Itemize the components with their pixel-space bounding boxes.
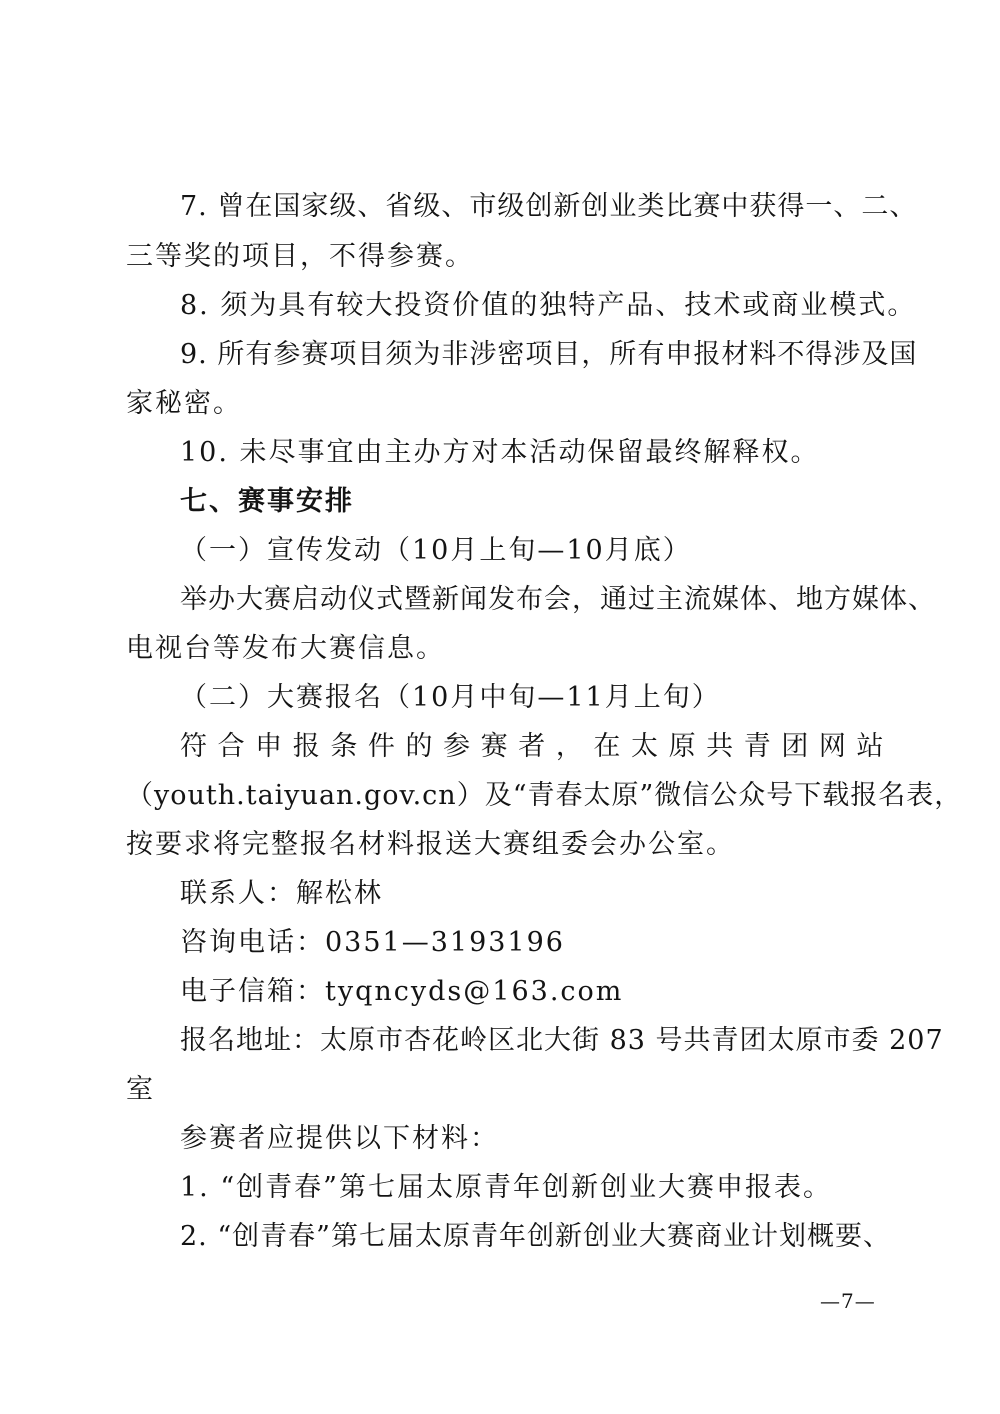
materials-item-1: 1. “创青春”第七届太原青年创新创业大赛申报表。 — [180, 1172, 832, 1203]
registration-text-line3: 按要求将完整报名材料报送大赛组委会办公室。 — [126, 829, 735, 860]
rule-7-line2: 三等奖的项目，不得参赛。 — [126, 241, 474, 272]
rule-9-line2: 家秘密。 — [126, 388, 242, 419]
registration-text-line2: （youth.taiyuan.gov.cn）及“青春太原”微信公众号下载报名表， — [126, 780, 963, 811]
subsection-registration: （二）大赛报名（10月中旬—11月上旬） — [180, 682, 721, 713]
rule-10: 10. 未尽事宜由主办方对本活动保留最终解释权。 — [180, 437, 820, 468]
section-heading-schedule: 七、赛事安排 — [180, 486, 354, 517]
publicity-text-line1: 举办大赛启动仪式暨新闻发布会，通过主流媒体、地方媒体、 — [180, 584, 936, 615]
page-number: —7— — [820, 1289, 876, 1313]
subsection-publicity: （一）宣传发动（10月上旬—10月底） — [180, 535, 692, 566]
contact-person: 联系人：解松林 — [180, 878, 383, 909]
materials-intro: 参赛者应提供以下材料： — [180, 1123, 499, 1154]
publicity-text-line2: 电视台等发布大赛信息。 — [126, 633, 445, 664]
contact-email: 电子信箱：tyqncyds@163.com — [180, 976, 624, 1007]
materials-item-2: 2. “创青春”第七届太原青年创新创业大赛商业计划概要、 — [180, 1221, 891, 1252]
rule-8: 8. 须为具有较大投资价值的独特产品、技术或商业模式。 — [180, 290, 917, 321]
registration-address-line2: 室 — [126, 1074, 155, 1105]
registration-address-line1: 报名地址：太原市杏花岭区北大街 83 号共青团太原市委 207 — [180, 1025, 944, 1056]
contact-phone: 咨询电话：0351—3193196 — [180, 927, 565, 958]
registration-text-line1: 符 合 申 报 条 件 的 参 赛 者 ， 在 太 原 共 青 团 网 站 — [180, 731, 885, 762]
rule-9-line1: 9. 所有参赛项目须为非涉密项目，所有申报材料不得涉及国 — [180, 339, 918, 370]
rule-7-line1: 7. 曾在国家级、省级、市级创新创业类比赛中获得一、二、 — [180, 191, 918, 222]
